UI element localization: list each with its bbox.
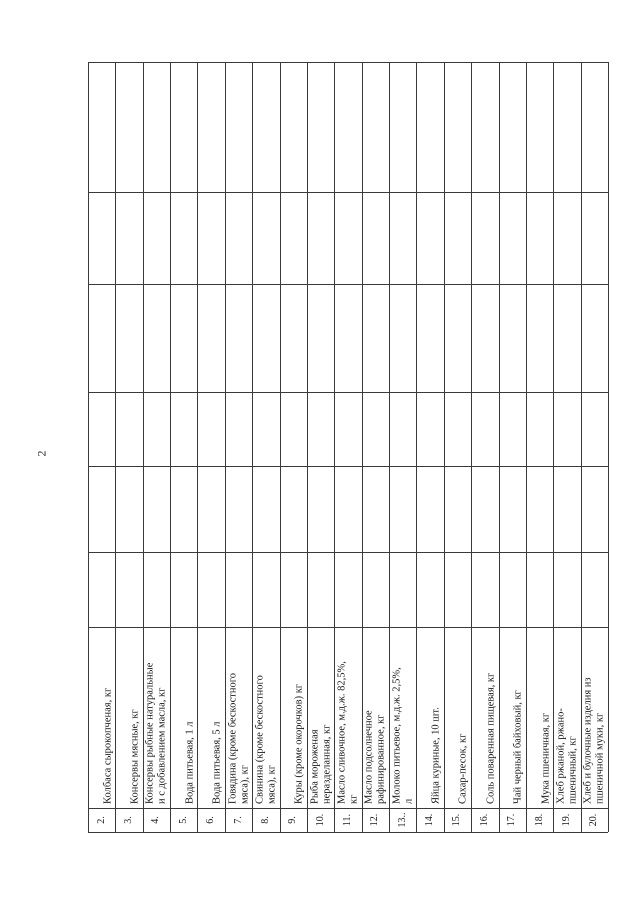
- product-name-cell: [389, 627, 416, 808]
- empty-price-cell: [389, 62, 416, 192]
- empty-price-cell: [197, 552, 224, 627]
- empty-price-cell: [334, 284, 361, 392]
- empty-price-cell: [499, 192, 526, 284]
- product-name-cell: [499, 627, 526, 808]
- empty-price-cell: [444, 284, 471, 392]
- empty-price-cell: [88, 552, 115, 627]
- row-number-cell: [143, 808, 170, 832]
- product-name: Мука пшеничная, кг: [540, 712, 552, 804]
- empty-price-cell: [416, 284, 443, 392]
- empty-price-cell: [581, 192, 608, 284]
- product-name-cell: [444, 627, 471, 808]
- empty-price-cell: [280, 552, 307, 627]
- empty-price-cell: [499, 392, 526, 466]
- product-name: Масло сливочное, м.д.ж. 82,5%, кг: [336, 661, 360, 804]
- empty-price-cell: [307, 552, 334, 627]
- product-name-cell: [88, 627, 115, 808]
- product-name: Чай черный байховый, кг: [512, 690, 524, 804]
- empty-price-cell: [280, 192, 307, 284]
- empty-price-cell: [581, 392, 608, 466]
- empty-price-cell: [307, 466, 334, 552]
- row-number-cell: [252, 808, 279, 832]
- empty-price-cell: [197, 284, 224, 392]
- empty-price-cell: [280, 392, 307, 466]
- table-row-border: [608, 62, 609, 832]
- empty-price-cell: [471, 466, 498, 552]
- empty-price-cell: [362, 466, 389, 552]
- empty-price-cell: [526, 392, 553, 466]
- row-number: 12.: [369, 813, 381, 827]
- product-name-cell: [280, 627, 307, 808]
- empty-price-cell: [416, 392, 443, 466]
- empty-price-cell: [280, 466, 307, 552]
- row-number-cell: [499, 808, 526, 832]
- row-number: 5.: [177, 816, 189, 824]
- empty-price-cell: [471, 392, 498, 466]
- empty-price-cell: [334, 192, 361, 284]
- product-name-cell: [307, 627, 334, 808]
- empty-price-cell: [471, 62, 498, 192]
- empty-price-cell: [581, 466, 608, 552]
- empty-price-cell: [252, 192, 279, 284]
- row-number-cell: [444, 808, 471, 832]
- product-name-cell: [252, 627, 279, 808]
- empty-price-cell: [115, 552, 142, 627]
- empty-price-cell: [115, 466, 142, 552]
- product-name-cell: [170, 627, 197, 808]
- empty-price-cell: [88, 284, 115, 392]
- row-number: 10.: [314, 813, 326, 827]
- empty-price-cell: [225, 466, 252, 552]
- row-number-cell: [581, 808, 608, 832]
- empty-price-cell: [444, 466, 471, 552]
- product-name: Хлеб ржаной, ржано- пшеничный, кг: [555, 708, 579, 804]
- empty-price-cell: [225, 552, 252, 627]
- empty-price-cell: [553, 62, 580, 192]
- empty-price-cell: [499, 284, 526, 392]
- row-number: 7.: [232, 816, 244, 824]
- row-number-cell: [471, 808, 498, 832]
- empty-price-cell: [444, 192, 471, 284]
- row-number: 6.: [205, 816, 217, 824]
- row-number: 16.: [478, 813, 490, 827]
- empty-price-cell: [170, 466, 197, 552]
- row-number: 2.: [95, 816, 107, 824]
- empty-price-cell: [389, 466, 416, 552]
- product-name-cell: [334, 627, 361, 808]
- empty-price-cell: [252, 552, 279, 627]
- empty-price-cell: [170, 192, 197, 284]
- empty-price-cell: [526, 466, 553, 552]
- empty-price-cell: [225, 62, 252, 192]
- empty-price-cell: [389, 192, 416, 284]
- empty-price-cell: [143, 466, 170, 552]
- empty-price-cell: [197, 192, 224, 284]
- empty-price-cell: [280, 284, 307, 392]
- empty-price-cell: [197, 62, 224, 192]
- product-name-cell: [143, 627, 170, 808]
- empty-price-cell: [471, 192, 498, 284]
- table-column-border: [88, 832, 608, 833]
- empty-price-cell: [252, 62, 279, 192]
- empty-price-cell: [499, 62, 526, 192]
- empty-price-cell: [444, 62, 471, 192]
- empty-price-cell: [252, 284, 279, 392]
- empty-price-cell: [553, 284, 580, 392]
- empty-price-cell: [444, 552, 471, 627]
- row-number-cell: [280, 808, 307, 832]
- empty-price-cell: [143, 62, 170, 192]
- empty-price-cell: [416, 62, 443, 192]
- price-table: [88, 62, 608, 832]
- row-number: 14.: [424, 813, 436, 827]
- product-name: Хлеб и булочные изделия из пшеничной муки, кг: [582, 677, 606, 804]
- empty-price-cell: [581, 62, 608, 192]
- empty-price-cell: [225, 192, 252, 284]
- empty-price-cell: [499, 552, 526, 627]
- empty-price-cell: [307, 284, 334, 392]
- empty-price-cell: [170, 392, 197, 466]
- empty-price-cell: [416, 192, 443, 284]
- empty-price-cell: [280, 62, 307, 192]
- row-number-cell: [225, 808, 252, 832]
- empty-price-cell: [389, 552, 416, 627]
- empty-price-cell: [553, 552, 580, 627]
- empty-price-cell: [307, 392, 334, 466]
- empty-price-cell: [471, 552, 498, 627]
- product-name-cell: [416, 627, 443, 808]
- empty-price-cell: [526, 62, 553, 192]
- empty-price-cell: [581, 284, 608, 392]
- empty-price-cell: [526, 284, 553, 392]
- product-name-cell: [225, 627, 252, 808]
- row-number: 18.: [533, 813, 545, 827]
- empty-price-cell: [416, 552, 443, 627]
- empty-price-cell: [197, 392, 224, 466]
- empty-price-cell: [389, 392, 416, 466]
- row-number-cell: [170, 808, 197, 832]
- empty-price-cell: [362, 62, 389, 192]
- empty-price-cell: [526, 552, 553, 627]
- empty-price-cell: [88, 392, 115, 466]
- empty-price-cell: [307, 62, 334, 192]
- empty-price-cell: [197, 466, 224, 552]
- empty-price-cell: [170, 62, 197, 192]
- empty-price-cell: [334, 552, 361, 627]
- empty-price-cell: [88, 466, 115, 552]
- row-number-cell: [526, 808, 553, 832]
- empty-price-cell: [553, 466, 580, 552]
- empty-price-cell: [143, 552, 170, 627]
- empty-price-cell: [499, 466, 526, 552]
- empty-price-cell: [252, 466, 279, 552]
- empty-price-cell: [362, 552, 389, 627]
- row-number: 15.: [451, 813, 463, 827]
- row-number: 20.: [588, 813, 600, 827]
- product-name-cell: [471, 627, 498, 808]
- empty-price-cell: [362, 392, 389, 466]
- empty-price-cell: [471, 284, 498, 392]
- empty-price-cell: [416, 466, 443, 552]
- row-number: 9.: [287, 816, 299, 824]
- product-name: Вода питьевая, 5 л: [211, 721, 223, 804]
- empty-price-cell: [362, 192, 389, 284]
- empty-price-cell: [143, 392, 170, 466]
- row-number: 3.: [123, 816, 135, 824]
- empty-price-cell: [115, 284, 142, 392]
- product-name-cell: [553, 627, 580, 808]
- row-number-cell: [307, 808, 334, 832]
- product-name: Яйца куриные, 10 шт.: [430, 707, 442, 804]
- empty-price-cell: [115, 392, 142, 466]
- empty-price-cell: [225, 284, 252, 392]
- row-number-cell: [416, 808, 443, 832]
- row-number-cell: [334, 808, 361, 832]
- product-name: Колбаса сырокопченая, кг: [102, 687, 114, 804]
- empty-price-cell: [115, 192, 142, 284]
- row-number: 11.: [341, 813, 353, 827]
- row-number-cell: [389, 808, 416, 832]
- row-number: 13..: [396, 812, 408, 828]
- empty-price-cell: [225, 392, 252, 466]
- product-name: Рыба мороженая неразделанная, кг: [309, 724, 333, 804]
- empty-price-cell: [170, 552, 197, 627]
- row-number-cell: [553, 808, 580, 832]
- product-name-cell: [526, 627, 553, 808]
- product-name-cell: [197, 627, 224, 808]
- row-number-cell: [362, 808, 389, 832]
- product-name: Свинина (кроме бескостного мяса), кг: [254, 675, 278, 804]
- empty-price-cell: [143, 192, 170, 284]
- product-name: Консервы мясные, кг: [129, 709, 141, 804]
- empty-price-cell: [334, 392, 361, 466]
- product-name-cell: [581, 627, 608, 808]
- empty-price-cell: [444, 392, 471, 466]
- empty-price-cell: [334, 466, 361, 552]
- product-name-cell: [115, 627, 142, 808]
- product-name: Консервы рыбные натуральные и с добавлением масла, кг: [145, 662, 169, 804]
- row-number-cell: [88, 808, 115, 832]
- empty-price-cell: [170, 284, 197, 392]
- empty-price-cell: [115, 62, 142, 192]
- empty-price-cell: [526, 192, 553, 284]
- row-number-cell: [197, 808, 224, 832]
- product-name: Куры (кроме окорочков) кг: [293, 683, 305, 804]
- empty-price-cell: [553, 392, 580, 466]
- row-number: 17.: [506, 813, 518, 827]
- empty-price-cell: [143, 284, 170, 392]
- product-name: Молоко питьевое, м.д.ж. 2,5%, л: [391, 667, 415, 804]
- product-name: Сахар-песок, кг: [458, 733, 470, 804]
- product-name: Вода питьевая, 1 л: [184, 721, 196, 804]
- row-number-cell: [115, 808, 142, 832]
- product-name: Масло подсолнечное рафинированное, кг: [364, 710, 388, 804]
- product-name: Соль поваренная пищевая, кг: [485, 672, 497, 804]
- empty-price-cell: [389, 284, 416, 392]
- empty-price-cell: [88, 192, 115, 284]
- empty-price-cell: [362, 284, 389, 392]
- page-number: 2: [34, 450, 49, 457]
- empty-price-cell: [553, 192, 580, 284]
- product-name: Говядина (кроме бескостного мяса), кг: [227, 672, 251, 804]
- row-number: 4.: [150, 816, 162, 824]
- product-name-cell: [362, 627, 389, 808]
- empty-price-cell: [334, 62, 361, 192]
- empty-price-cell: [88, 62, 115, 192]
- empty-price-cell: [581, 552, 608, 627]
- row-number: 8.: [259, 816, 271, 824]
- empty-price-cell: [252, 392, 279, 466]
- empty-price-cell: [307, 192, 334, 284]
- row-number: 19.: [560, 813, 572, 827]
